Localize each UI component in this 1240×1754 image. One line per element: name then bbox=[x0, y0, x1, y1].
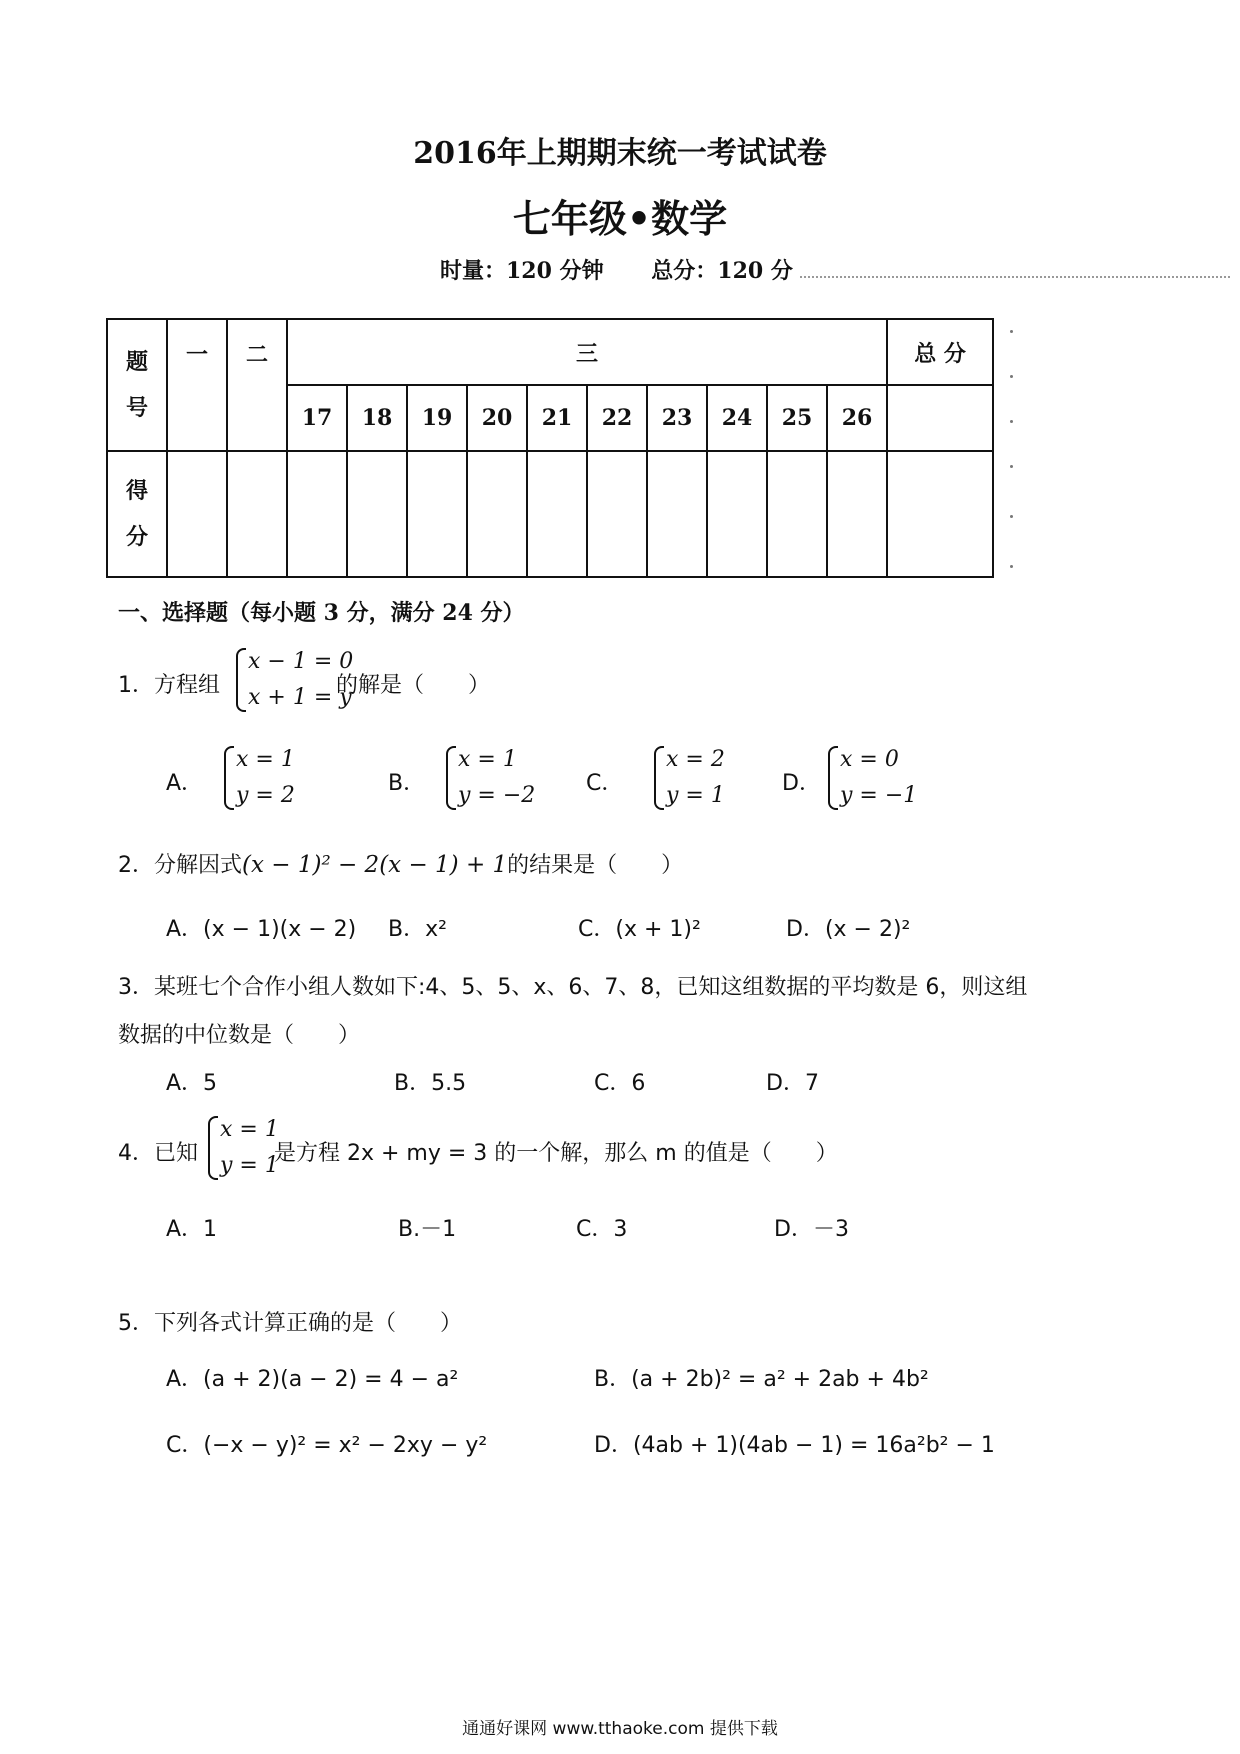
q2-option-d[interactable]: D．(x − 2)² bbox=[786, 917, 911, 942]
section-heading: 一、选择题（每小题 3 分，满分 24 分） bbox=[118, 600, 525, 626]
q2-suffix: 的结果是（ ） bbox=[507, 853, 684, 878]
q2-option-b[interactable]: B．x² bbox=[388, 917, 447, 942]
score-blank[interactable] bbox=[827, 451, 887, 577]
q5-option-a[interactable]: A．(a + 2)(a − 2) = 4 − a² bbox=[166, 1367, 459, 1392]
q4-eq2: y = 1 bbox=[220, 1153, 279, 1178]
col-er: 二 bbox=[227, 319, 287, 451]
option-line: y = 1 bbox=[666, 783, 725, 808]
question-number: 18 bbox=[347, 385, 407, 451]
col-san: 三 bbox=[287, 319, 887, 385]
q1-prefix: 1．方程组 bbox=[118, 673, 220, 698]
option-line: x = 1 bbox=[458, 747, 517, 772]
score-blank[interactable] bbox=[887, 451, 993, 577]
score-table bbox=[106, 318, 994, 578]
option-line: y = −2 bbox=[458, 783, 536, 808]
score-blank[interactable] bbox=[767, 451, 827, 577]
q1-option-d-label: D． bbox=[782, 771, 821, 796]
q1-eq2: x + 1 = y bbox=[248, 685, 352, 710]
margin-dot bbox=[1010, 565, 1013, 568]
q1-option-b[interactable] bbox=[444, 742, 535, 814]
q4-option-c[interactable]: C．3 bbox=[576, 1217, 628, 1242]
q2-option-a[interactable]: A．(x − 1)(x − 2) bbox=[166, 917, 357, 942]
margin-dot bbox=[1010, 330, 1013, 333]
q1-option-b-label: B． bbox=[388, 771, 426, 796]
dotted-rule bbox=[800, 276, 1230, 278]
tihao-label: 题号 bbox=[126, 349, 149, 421]
question-number: 25 bbox=[767, 385, 827, 451]
score-blank[interactable] bbox=[407, 451, 467, 577]
q3-option-b[interactable]: B．5.5 bbox=[394, 1071, 467, 1096]
margin-dot bbox=[1010, 515, 1013, 518]
option-line: x = 1 bbox=[236, 747, 295, 772]
defen-cell bbox=[107, 451, 167, 577]
score-blank[interactable] bbox=[287, 451, 347, 577]
question-number: 23 bbox=[647, 385, 707, 451]
score-blank[interactable] bbox=[587, 451, 647, 577]
q2-option-c[interactable]: C．(x + 1)² bbox=[578, 917, 701, 942]
score-blank[interactable] bbox=[647, 451, 707, 577]
question-number: 26 bbox=[827, 385, 887, 451]
q1-option-d[interactable] bbox=[826, 742, 917, 814]
q4-option-b[interactable]: B.－1 bbox=[398, 1217, 457, 1242]
q1-option-c[interactable] bbox=[652, 742, 725, 814]
q4-suffix: 是方程 2x + my = 3 的一个解，那么 m 的值是（ ） bbox=[274, 1141, 838, 1166]
q1-eq1: x − 1 = 0 bbox=[248, 649, 354, 674]
q4-option-d[interactable]: D．－3 bbox=[774, 1217, 849, 1242]
q5-option-d[interactable]: D．(4ab + 1)(4ab − 1) = 16a²b² − 1 bbox=[594, 1433, 995, 1458]
q1-option-c-label: C． bbox=[586, 771, 624, 796]
q2-stem bbox=[118, 848, 683, 879]
score-blank[interactable] bbox=[227, 451, 287, 577]
q3-option-a[interactable]: A．5 bbox=[166, 1071, 218, 1096]
exam-subtitle: 七年级•数学 bbox=[512, 196, 728, 241]
option-line: x = 0 bbox=[840, 747, 899, 772]
margin-dot bbox=[1010, 375, 1013, 378]
q2-prefix: 2．分解因式 bbox=[118, 853, 242, 878]
q5-option-c[interactable]: C．(−x − y)² = x² − 2xy − y² bbox=[166, 1433, 488, 1458]
q3-option-c[interactable]: C．6 bbox=[594, 1071, 646, 1096]
q4-option-a[interactable]: A．1 bbox=[166, 1217, 218, 1242]
q5-stem: 5．下列各式计算正确的是（ ） bbox=[118, 1311, 462, 1336]
q1-option-a[interactable] bbox=[222, 742, 295, 814]
score-blank[interactable] bbox=[467, 451, 527, 577]
question-number: 21 bbox=[527, 385, 587, 451]
score-blank[interactable] bbox=[347, 451, 407, 577]
q2-expr: (x − 1)² − 2(x − 1) + 1 bbox=[242, 852, 508, 878]
score-blank[interactable] bbox=[527, 451, 587, 577]
question-number: 19 bbox=[407, 385, 467, 451]
q5-option-b[interactable]: B．(a + 2b)² = a² + 2ab + 4b² bbox=[594, 1367, 929, 1392]
q1-option-a-label: A． bbox=[166, 771, 204, 796]
question-number: 20 bbox=[467, 385, 527, 451]
margin-dot bbox=[1010, 465, 1013, 468]
q3-option-d[interactable]: D．7 bbox=[766, 1071, 819, 1096]
col-yi: 一 bbox=[167, 319, 227, 451]
margin-dot bbox=[1010, 420, 1013, 423]
score-blank[interactable] bbox=[707, 451, 767, 577]
q4-prefix: 4．已知 bbox=[118, 1141, 198, 1166]
option-line: x = 2 bbox=[666, 747, 725, 772]
score-blank[interactable] bbox=[167, 451, 227, 577]
question-number: 24 bbox=[707, 385, 767, 451]
footer-credit: 通通好课网 www.tthaoke.com 提供下载 bbox=[462, 1719, 778, 1739]
q4-eq1: x = 1 bbox=[220, 1117, 279, 1142]
defen-label: 得分 bbox=[126, 478, 149, 550]
total-score-blank[interactable] bbox=[887, 385, 993, 451]
option-line: y = −1 bbox=[840, 783, 918, 808]
exam-title: 2016年上期期末统一考试试卷 bbox=[413, 136, 827, 171]
q1-suffix: 的解是（ ） bbox=[336, 673, 491, 698]
option-line: y = 2 bbox=[236, 783, 295, 808]
q3-line2: 数据的中位数是（ ） bbox=[118, 1023, 361, 1048]
tihao-cell bbox=[107, 319, 167, 451]
question-number: 17 bbox=[287, 385, 347, 451]
total-score-label: 总分：120 分 bbox=[651, 258, 793, 284]
time-label: 时量：120 分钟 bbox=[440, 258, 604, 284]
exam-meta bbox=[440, 254, 833, 285]
question-number: 22 bbox=[587, 385, 647, 451]
col-total: 总 分 bbox=[887, 319, 993, 385]
q3-line1: 3．某班七个合作小组人数如下:4、5、5、x、6、7、8，已知这组数据的平均数是 6，则这组 bbox=[118, 975, 1028, 1000]
q4-system bbox=[206, 1112, 279, 1184]
